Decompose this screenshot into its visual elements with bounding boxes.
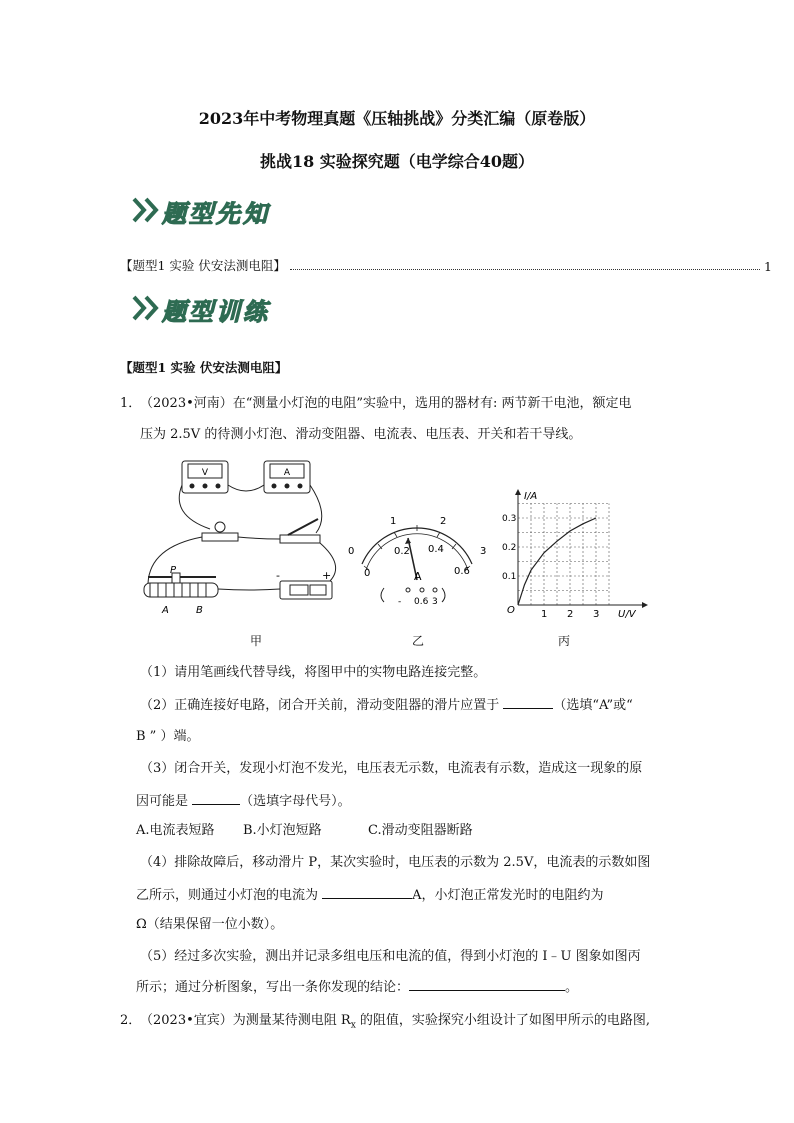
q1-option-c: C.滑动变阻器断路 <box>368 823 473 838</box>
q2-number: 2． <box>120 1013 142 1028</box>
rheostat-label-b: B <box>196 605 203 616</box>
double-chevron-icon <box>132 196 164 224</box>
q1-sub5-end: 。 <box>565 980 579 995</box>
q1-sub4-line1: （4）排除故障后，移动滑片 P，某次实验时，电压表的示数为 2.5V，电流表的示数如图 <box>140 855 651 870</box>
q1-sub1: （1）请用笔画线代替导线，将图甲中的实物电路连接完整。 <box>140 665 487 680</box>
toc-leader <box>290 269 760 270</box>
voltmeter-device <box>182 461 228 493</box>
chart-ylabel: I/A <box>524 491 538 502</box>
dial-outer-0: 0 <box>348 546 355 557</box>
figure-bing-iu-chart <box>500 485 650 620</box>
q1-text-line2: 压为 2.5V 的待测小灯泡、滑动变阻器、电流表、电压表、开关和若干导线。 <box>140 427 582 442</box>
q2-text-b: 的阻值，实验探究小组设计了如图甲所示的电路图, <box>355 1013 651 1028</box>
svg-text:A: A <box>283 468 291 478</box>
q1-number: 1． <box>120 396 142 411</box>
y-tick-label: 0.2 <box>502 543 517 553</box>
rheostat-label-a: A <box>162 605 169 616</box>
section-banner-second <box>126 288 306 330</box>
switch-device <box>280 519 320 543</box>
terminal-06: 0.6 <box>414 597 429 607</box>
dial-outer-2: 2 <box>440 516 447 527</box>
dial-outer-1: 1 <box>390 516 397 527</box>
q1-sub4-text: 乙所示，则通过小灯泡的电流为 <box>136 888 323 903</box>
q1-option-a: A.电流表短路 <box>136 823 215 838</box>
answer-blank-3[interactable] <box>192 790 240 805</box>
q2-text-a: （2023•宜宾）为测量某待测电阻 R <box>140 1013 351 1028</box>
q1-sub3-text: 因可能是 <box>136 794 193 809</box>
svg-text:V: V <box>201 468 209 478</box>
double-chevron-icon <box>132 294 164 322</box>
bulb-device <box>202 522 238 541</box>
dial-inner-0: 0 <box>364 568 371 579</box>
q1-option-b: B.小灯泡短路 <box>243 823 322 838</box>
chart-origin: O <box>507 605 515 616</box>
q1-sub5-text: 所示；通过分析图象，写出一条你发现的结论： <box>136 980 410 995</box>
dial-unit: A <box>414 570 422 583</box>
dial-outer-3: 3 <box>480 546 487 557</box>
rheostat-device <box>144 565 218 616</box>
q1-sub3-hint: （选填字母代号）。 <box>240 794 351 809</box>
toc-label: 【题型1 实验 伏安法测电阻】 <box>120 258 286 273</box>
figure-yi-ammeter-dial <box>342 510 492 610</box>
q1-sub2-cont: B ” ）端。 <box>136 729 200 744</box>
ammeter-device <box>264 461 310 493</box>
caption-bing: 丙 <box>558 634 571 648</box>
dial-inner-2: 0.4 <box>428 544 444 555</box>
figure-jia-circuit <box>130 455 350 625</box>
answer-blank-5[interactable] <box>409 976 565 991</box>
rheostat-label-p: P <box>170 565 177 576</box>
section-banner-first <box>126 190 306 232</box>
x-tick-label: 3 <box>593 609 600 620</box>
q1-sub4-line3: Ω（结果保留一位小数）。 <box>136 917 284 932</box>
y-tick-label: 0.3 <box>502 514 517 524</box>
answer-blank-2[interactable] <box>503 694 553 709</box>
x-tick-label: 2 <box>567 609 574 620</box>
banner-text: 题型训练 <box>162 297 270 326</box>
dial-ticks <box>364 525 470 570</box>
q1-sub4-text2: A，小灯泡正常发光时的电阻约为 <box>412 888 604 903</box>
toc-entry[interactable] <box>120 256 772 274</box>
banner-text: 题型先知 <box>162 199 270 228</box>
x-tick-label: 1 <box>541 609 548 620</box>
chart-xlabel: U/V <box>618 609 636 620</box>
battery-minus: - <box>276 569 280 582</box>
toc-page-number: 1 <box>764 259 772 274</box>
dial-inner-1: 0.2 <box>394 546 410 557</box>
dial-inner-3: 0.6 <box>454 566 470 577</box>
caption-jia: 甲 <box>250 634 263 648</box>
q1-sub3-line2 <box>136 790 351 813</box>
q2-text <box>140 1010 790 1037</box>
q1-text-line1: （2023•河南）在“测量小灯泡的电阻”实验中，选用的器材有: 两节新干电池，额定电 <box>140 396 632 411</box>
q1-sub2-hint: （选填“A”或“ <box>553 698 633 713</box>
q1-sub5-line2 <box>136 976 786 999</box>
terminal-minus: - <box>398 597 402 607</box>
q2-subscript: x <box>350 1020 356 1031</box>
q1-sub2-line <box>140 694 790 717</box>
q1-sub4-line2 <box>136 884 786 907</box>
answer-blank-4[interactable] <box>322 884 412 899</box>
y-tick-label: 0.1 <box>502 572 517 582</box>
q1-sub3-line1: （3）闭合开关，发现小灯泡不发光，电压表无示数，电流表有示数，造成这一现象的原 <box>140 761 643 776</box>
battery-device <box>276 569 332 599</box>
battery-plus: + <box>322 569 332 582</box>
q1-sub5-line1: （5）经过多次实验，测出并记录多组电压和电流的值，得到小灯泡的 I﹣U 图象如图丙 <box>140 949 641 964</box>
page-subtitle: 挑战18 实验探究题（电学综合40题） <box>259 152 535 171</box>
page-title: 2023年中考物理真题《压轴挑战》分类汇编（原卷版） <box>198 109 596 128</box>
terminal-3: 3 <box>432 597 438 607</box>
caption-yi: 乙 <box>412 634 425 648</box>
q1-sub2-text: （2）正确连接好电路，闭合开关前，滑动变阻器的滑片应置于 <box>140 698 504 713</box>
section-heading: 【题型1 实验 伏安法测电阻】 <box>120 360 288 375</box>
